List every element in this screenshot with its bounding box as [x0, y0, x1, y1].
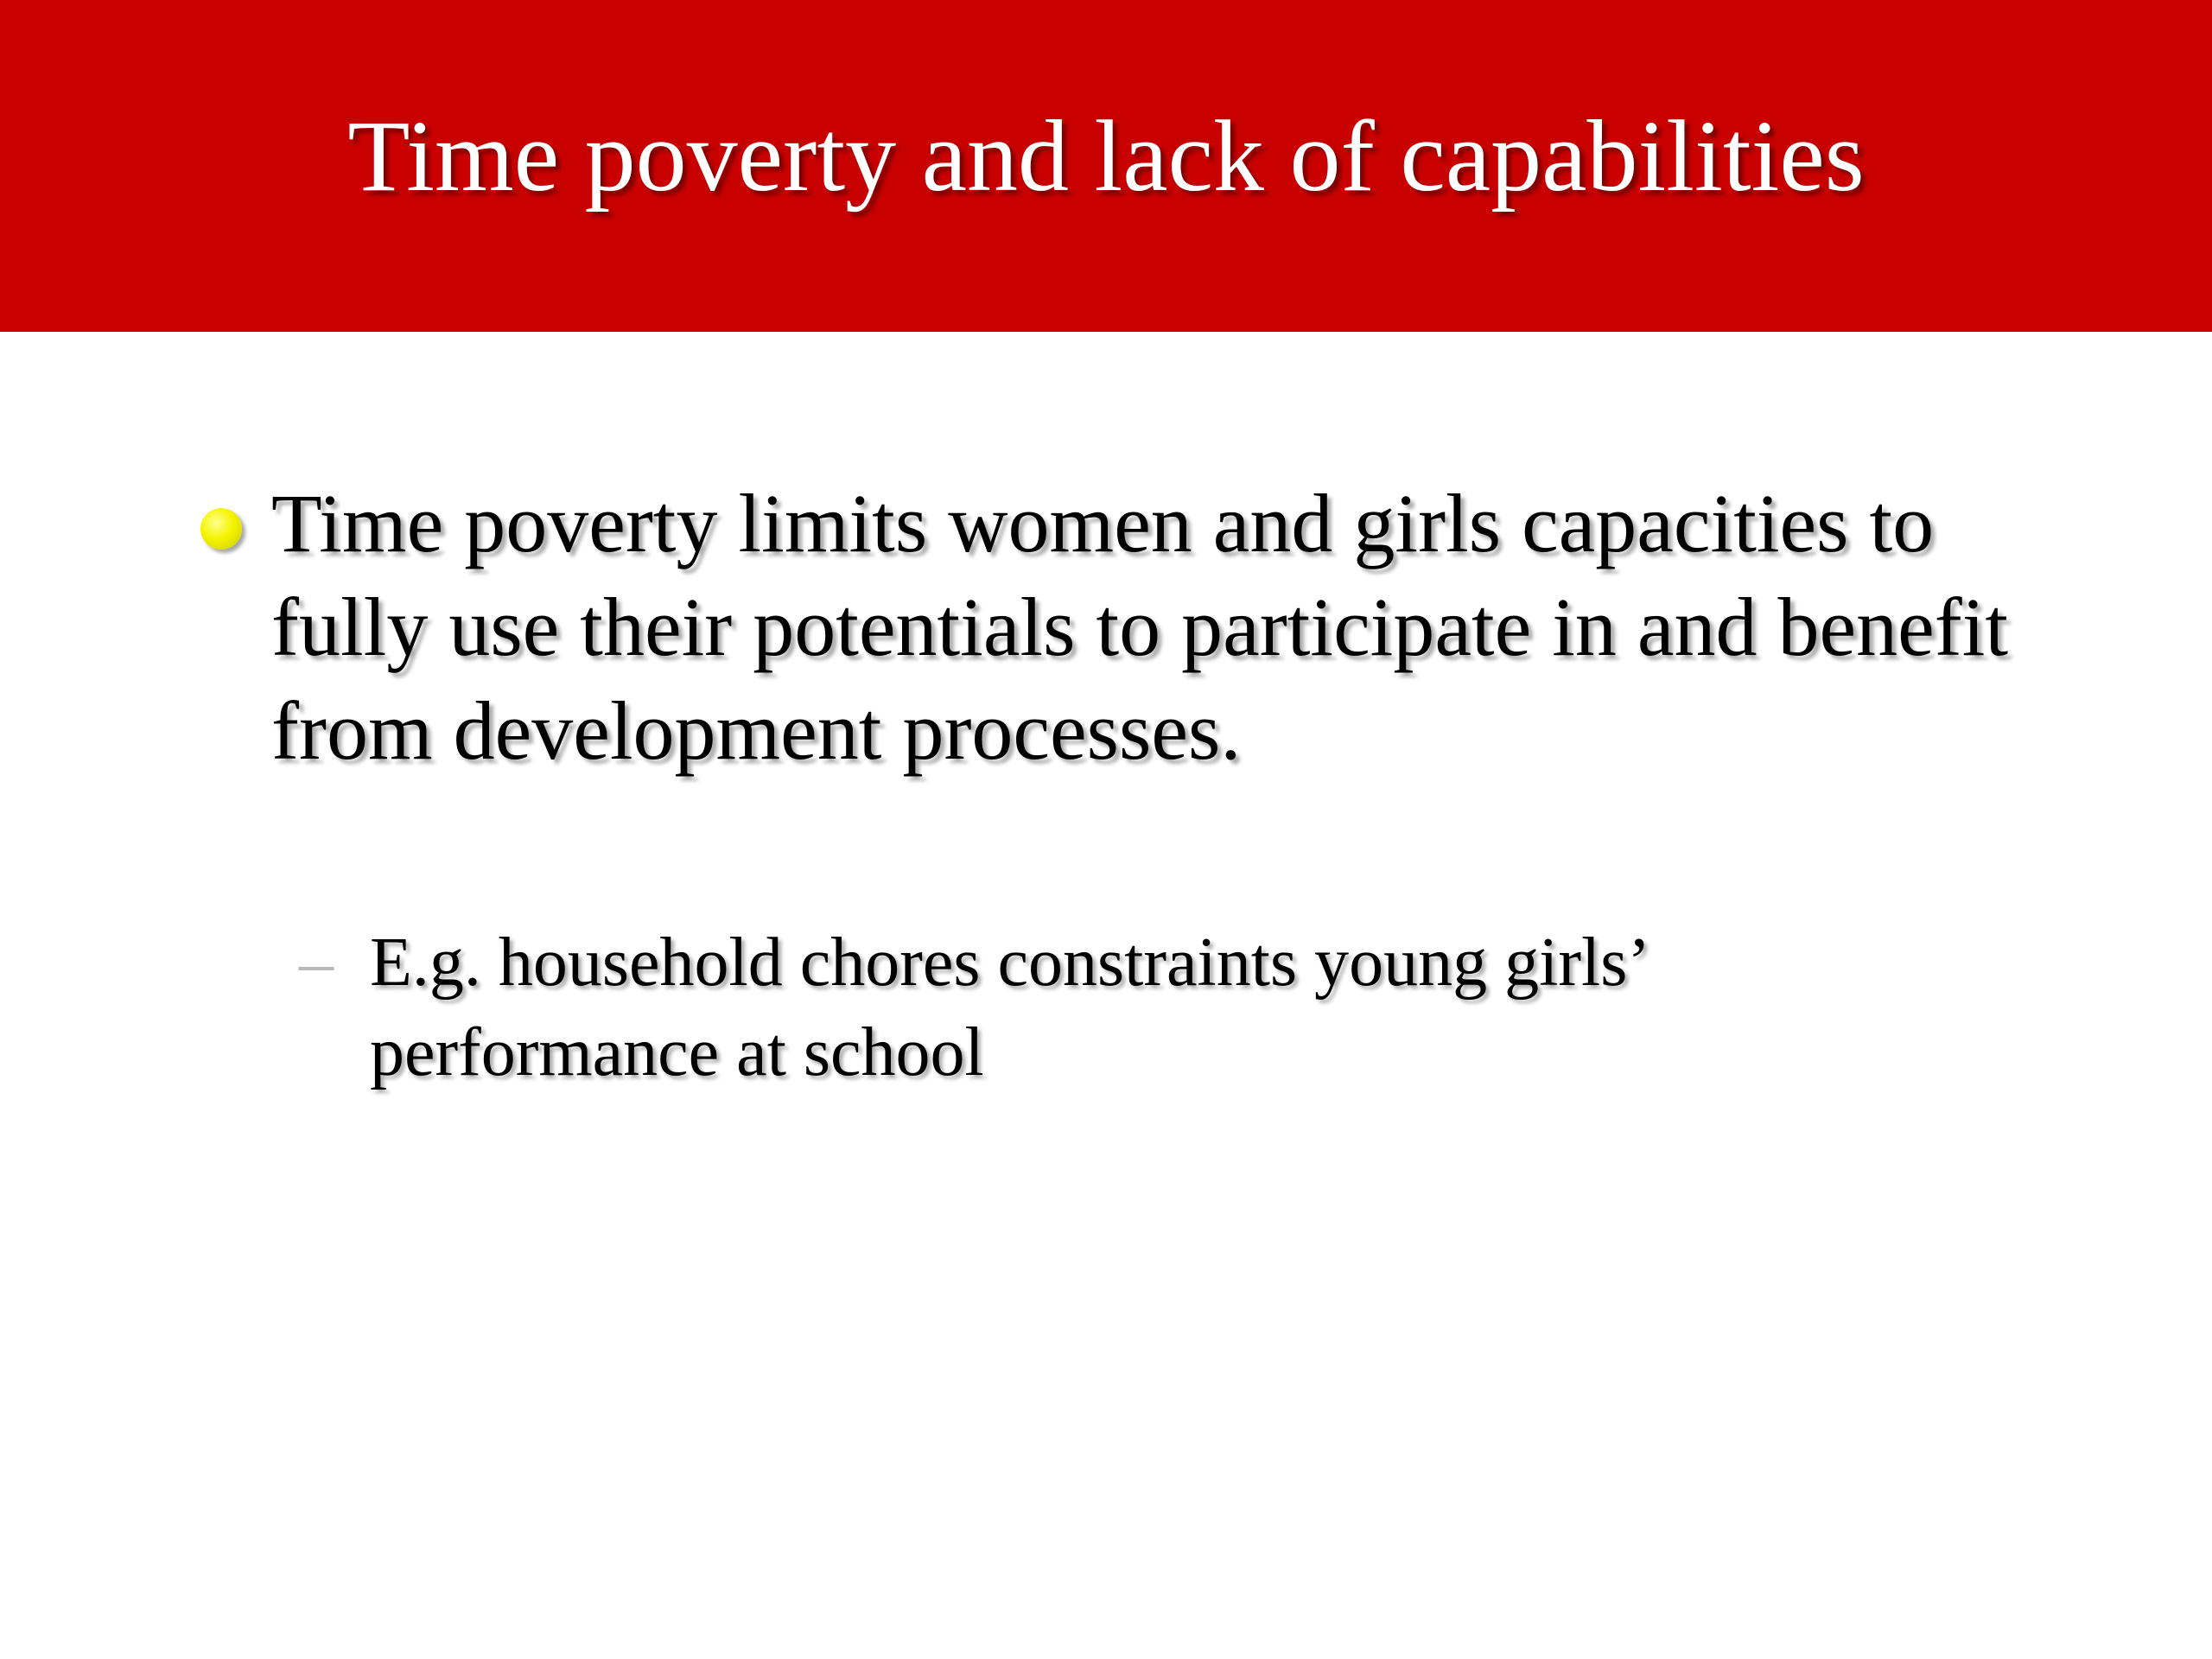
bullet-item: [200, 472, 2050, 783]
sub-bullet-text: E.g. household chores constraints young girls’ performance at school: [370, 925, 1646, 1090]
dash-marker: –: [299, 925, 334, 1001]
sub-bullet-item: [299, 918, 1941, 1097]
slide-title: Time poverty and lack of capabilities: [347, 99, 1865, 213]
bullet-text: Time poverty limits women and girls capacities to fully use their potentials to participate in and benefit from development processes.: [271, 477, 2009, 777]
yellow-circle-bullet-icon: [200, 508, 242, 550]
title-band: [0, 0, 2212, 332]
slide-content: [0, 332, 2212, 1659]
